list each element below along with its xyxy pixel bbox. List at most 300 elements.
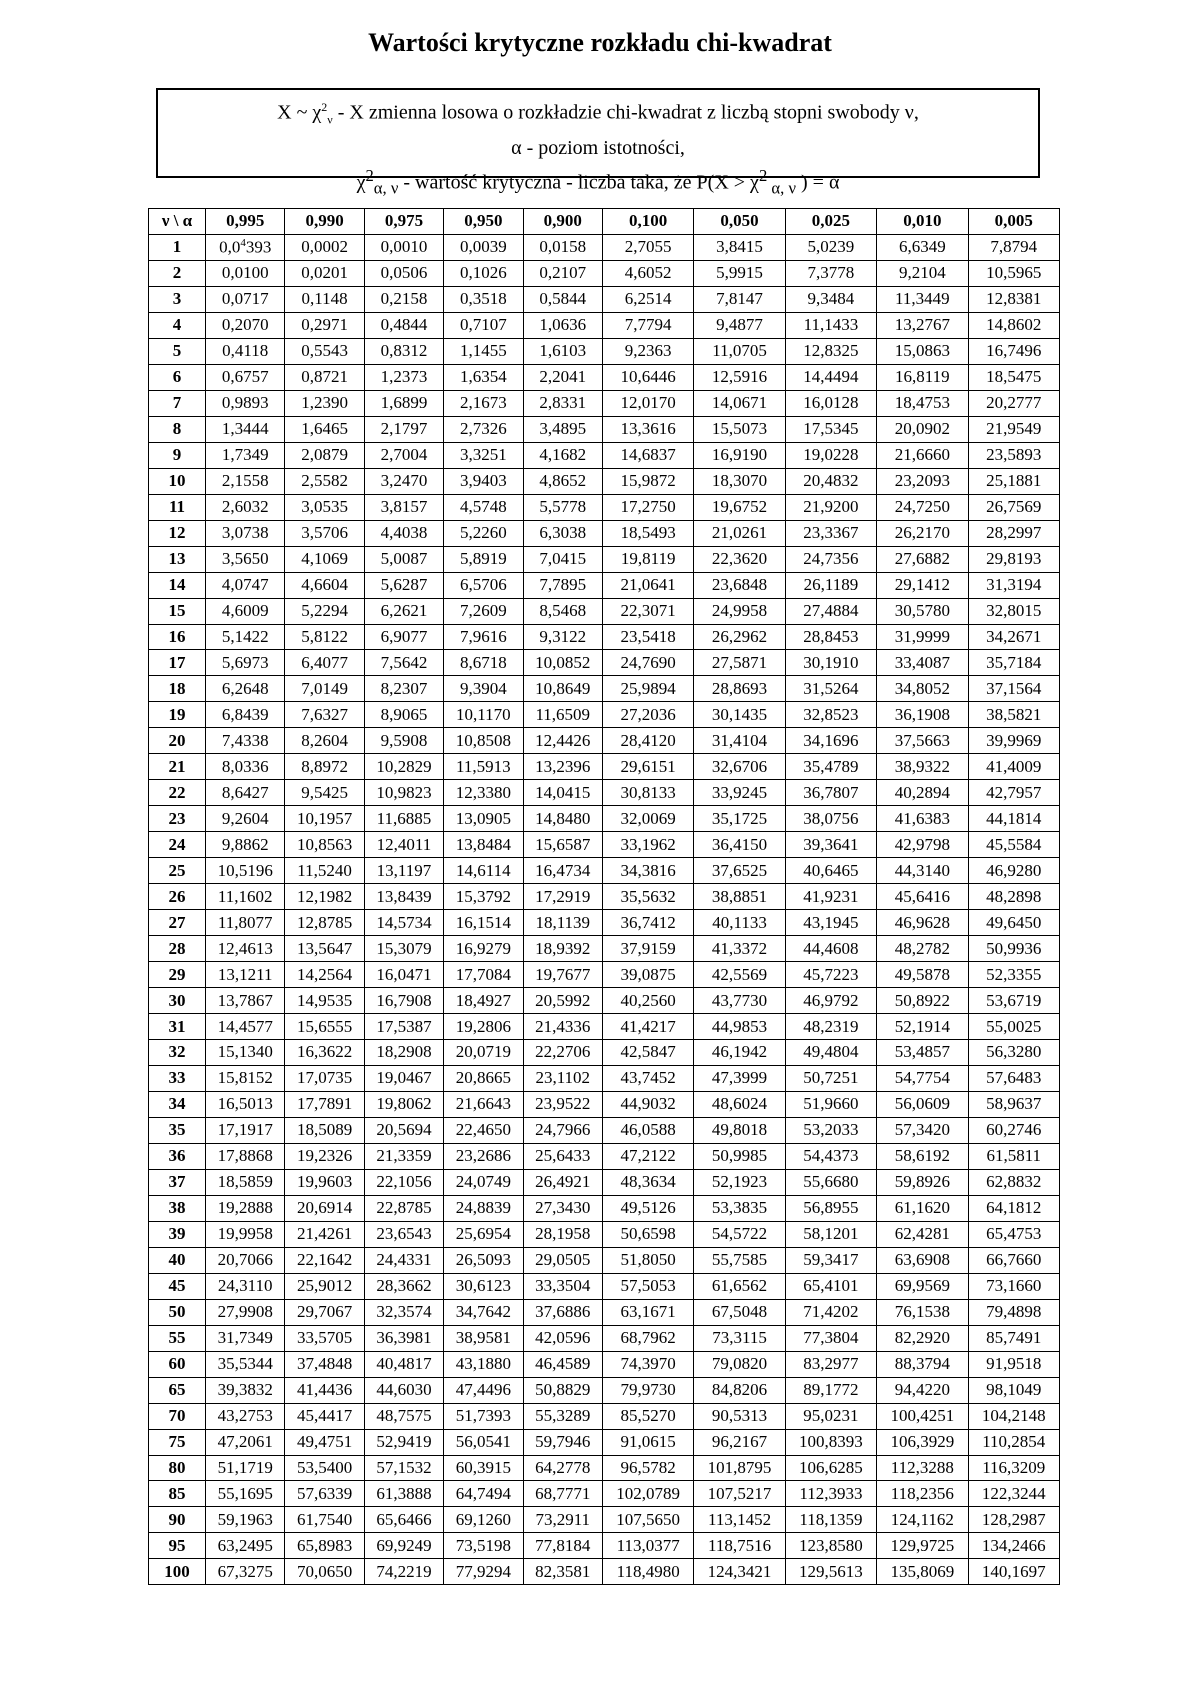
table-cell: 42,5569 (694, 962, 785, 988)
table-cell: 41,9231 (785, 884, 876, 910)
table-cell: 0,8721 (285, 364, 364, 390)
table-cell: 4,6009 (206, 598, 285, 624)
table-cell: 32,8523 (785, 702, 876, 728)
table-cell: 16,7496 (968, 338, 1059, 364)
table-cell: 35,7184 (968, 650, 1059, 676)
table-cell: 15,1340 (206, 1040, 285, 1066)
table-cell: 19,9603 (285, 1169, 364, 1195)
table-cell: 3,9403 (444, 468, 523, 494)
table-cell: 2,1797 (364, 416, 443, 442)
dof-cell: 7 (149, 390, 206, 416)
table-cell: 44,9853 (694, 1014, 785, 1040)
chi-symbol: χ (356, 171, 366, 194)
table-cell: 4,0747 (206, 572, 285, 598)
table-cell: 36,3981 (364, 1325, 443, 1351)
table-row (149, 494, 1060, 520)
table-cell: 43,2753 (206, 1403, 285, 1429)
table-cell: 55,6680 (785, 1169, 876, 1195)
dof-cell: 1 (149, 234, 206, 260)
table-cell: 33,9245 (694, 780, 785, 806)
table-cell: 20,7066 (206, 1247, 285, 1273)
table-cell: 7,2609 (444, 598, 523, 624)
table-cell: 63,1671 (602, 1299, 693, 1325)
table-cell: 7,0415 (523, 546, 602, 572)
table-cell: 57,5053 (602, 1273, 693, 1299)
table-cell: 0,3518 (444, 286, 523, 312)
table-cell: 38,5821 (968, 702, 1059, 728)
table-row (149, 676, 1060, 702)
cell-rest: 393 (245, 237, 272, 257)
table-row (149, 598, 1060, 624)
table-cell: 48,2898 (968, 884, 1059, 910)
table-cell: 15,6587 (523, 832, 602, 858)
dof-cell: 60 (149, 1351, 206, 1377)
table-cell: 18,1139 (523, 910, 602, 936)
table-cell: 9,5425 (285, 780, 364, 806)
table-cell: 42,5847 (602, 1040, 693, 1066)
table-cell: 51,9660 (785, 1091, 876, 1117)
table-cell: 8,5468 (523, 598, 602, 624)
table-cell: 13,5647 (285, 936, 364, 962)
table-cell: 8,9065 (364, 702, 443, 728)
table-cell: 15,3079 (364, 936, 443, 962)
table-row (149, 780, 1060, 806)
table-cell: 57,1532 (364, 1455, 443, 1481)
definition-text-3-end: ) = α (796, 171, 840, 194)
table-cell: 30,1435 (694, 702, 785, 728)
table-cell: 22,1056 (364, 1169, 443, 1195)
alpha-header: 0,900 (523, 209, 602, 235)
definition-line-1 (158, 93, 1038, 134)
table-cell: 118,4980 (602, 1559, 693, 1585)
table-cell: 43,1880 (444, 1351, 523, 1377)
table-cell: 4,1069 (285, 546, 364, 572)
table-cell: 25,6954 (444, 1221, 523, 1247)
table-cell: 40,6465 (785, 858, 876, 884)
table-cell: 124,3421 (694, 1559, 785, 1585)
dof-cell: 28 (149, 936, 206, 962)
table-cell: 0,2070 (206, 312, 285, 338)
table-cell: 14,6837 (602, 442, 693, 468)
table-row (149, 1014, 1060, 1040)
table-cell: 68,7771 (523, 1481, 602, 1507)
table-cell: 57,3420 (877, 1117, 968, 1143)
table-cell: 10,9823 (364, 780, 443, 806)
table-cell: 9,3122 (523, 624, 602, 650)
table-cell: 49,5878 (877, 962, 968, 988)
table-cell: 118,7516 (694, 1533, 785, 1559)
table-cell: 2,0879 (285, 442, 364, 468)
table-cell: 23,3367 (785, 520, 876, 546)
table-cell (206, 234, 285, 260)
dof-cell: 3 (149, 286, 206, 312)
table-cell: 1,6899 (364, 390, 443, 416)
table-cell: 10,5965 (968, 260, 1059, 286)
table-cell: 43,7452 (602, 1065, 693, 1091)
table-cell: 33,4087 (877, 650, 968, 676)
table-cell: 36,7807 (785, 780, 876, 806)
table-cell: 11,6885 (364, 806, 443, 832)
table-cell: 13,1197 (364, 858, 443, 884)
table-cell: 116,3209 (968, 1455, 1059, 1481)
table-cell: 25,6433 (523, 1143, 602, 1169)
table-cell: 14,4494 (785, 364, 876, 390)
table-cell: 11,5913 (444, 754, 523, 780)
table-cell: 102,0789 (602, 1481, 693, 1507)
table-cell: 15,3792 (444, 884, 523, 910)
table-row (149, 728, 1060, 754)
table-cell: 17,0735 (285, 1065, 364, 1091)
table-cell: 12,4613 (206, 936, 285, 962)
table-row (149, 572, 1060, 598)
table-cell: 112,3933 (785, 1481, 876, 1507)
table-cell: 39,0875 (602, 962, 693, 988)
table-cell: 56,0609 (877, 1091, 968, 1117)
table-row (149, 1091, 1060, 1117)
table-cell: 47,4496 (444, 1377, 523, 1403)
table-cell: 54,5722 (694, 1221, 785, 1247)
table-cell: 0,9893 (206, 390, 285, 416)
table-row (149, 936, 1060, 962)
table-cell: 49,4804 (785, 1040, 876, 1066)
table-row (149, 1325, 1060, 1351)
table-cell: 4,4038 (364, 520, 443, 546)
table-cell: 9,3484 (785, 286, 876, 312)
table-cell: 30,6123 (444, 1273, 523, 1299)
table-cell: 45,4417 (285, 1403, 364, 1429)
table-cell: 39,3641 (785, 832, 876, 858)
table-cell: 35,4789 (785, 754, 876, 780)
table-cell: 2,8331 (523, 390, 602, 416)
table-cell: 2,7004 (364, 442, 443, 468)
table-cell: 124,1162 (877, 1507, 968, 1533)
dof-cell: 11 (149, 494, 206, 520)
table-cell: 18,4927 (444, 988, 523, 1014)
table-cell: 13,1211 (206, 962, 285, 988)
dof-cell: 34 (149, 1091, 206, 1117)
table-cell: 58,6192 (877, 1143, 968, 1169)
table-cell: 67,5048 (694, 1299, 785, 1325)
table-cell: 10,8508 (444, 728, 523, 754)
table-cell: 50,6598 (602, 1221, 693, 1247)
table-cell: 18,5089 (285, 1117, 364, 1143)
table-cell: 18,5475 (968, 364, 1059, 390)
table-cell: 37,5663 (877, 728, 968, 754)
table-cell: 100,8393 (785, 1429, 876, 1455)
table-cell: 0,0158 (523, 234, 602, 260)
table-cell: 23,2093 (877, 468, 968, 494)
table-cell: 14,0671 (694, 390, 785, 416)
table-cell: 7,7895 (523, 572, 602, 598)
table-cell: 0,2971 (285, 312, 364, 338)
alpha-header: 0,010 (877, 209, 968, 235)
table-cell: 16,0471 (364, 962, 443, 988)
table-cell: 110,2854 (968, 1429, 1059, 1455)
table-row (149, 1143, 1060, 1169)
table-cell: 14,8602 (968, 312, 1059, 338)
table-cell: 18,3070 (694, 468, 785, 494)
table-cell: 59,7946 (523, 1429, 602, 1455)
table-cell: 5,5778 (523, 494, 602, 520)
table-cell: 85,7491 (968, 1325, 1059, 1351)
table-cell: 140,1697 (968, 1559, 1059, 1585)
table-cell: 17,7084 (444, 962, 523, 988)
table-cell: 32,6706 (694, 754, 785, 780)
table-cell: 58,1201 (785, 1221, 876, 1247)
table-cell: 52,1923 (694, 1169, 785, 1195)
dof-cell: 20 (149, 728, 206, 754)
table-cell: 29,8193 (968, 546, 1059, 572)
table-cell: 17,2750 (602, 494, 693, 520)
table-cell: 69,9249 (364, 1533, 443, 1559)
table-cell: 82,2920 (877, 1325, 968, 1351)
table-cell: 13,0905 (444, 806, 523, 832)
table-cell: 17,5345 (785, 416, 876, 442)
table-cell: 79,0820 (694, 1351, 785, 1377)
table-row (149, 260, 1060, 286)
table-cell: 33,1962 (602, 832, 693, 858)
alpha-header: 0,950 (444, 209, 523, 235)
dof-cell: 25 (149, 858, 206, 884)
table-cell: 3,8415 (694, 234, 785, 260)
table-cell: 51,1719 (206, 1455, 285, 1481)
table-cell: 61,5811 (968, 1143, 1059, 1169)
table-cell: 61,6562 (694, 1273, 785, 1299)
table-cell: 31,5264 (785, 676, 876, 702)
dof-cell: 27 (149, 910, 206, 936)
table-cell: 15,5073 (694, 416, 785, 442)
table-cell: 11,8077 (206, 910, 285, 936)
table-cell: 53,4857 (877, 1040, 968, 1066)
table-row (149, 1221, 1060, 1247)
cell-exponent: 4 (240, 237, 246, 250)
table-row (149, 1117, 1060, 1143)
table-cell: 27,2036 (602, 702, 693, 728)
dof-cell: 18 (149, 676, 206, 702)
table-cell: 10,1170 (444, 702, 523, 728)
definition-line-2: α - poziom istotności, (511, 136, 685, 159)
table-cell: 2,5582 (285, 468, 364, 494)
table-header-row (149, 209, 1060, 235)
table-cell: 44,1814 (968, 806, 1059, 832)
table-cell: 35,5344 (206, 1351, 285, 1377)
table-cell: 6,8439 (206, 702, 285, 728)
table-cell: 69,9569 (877, 1273, 968, 1299)
table-cell: 59,8926 (877, 1169, 968, 1195)
table-cell: 29,0505 (523, 1247, 602, 1273)
table-cell: 44,3140 (877, 858, 968, 884)
table-cell: 89,1772 (785, 1377, 876, 1403)
table-cell: 38,9322 (877, 754, 968, 780)
table-cell: 49,8018 (694, 1117, 785, 1143)
table-cell: 22,3620 (694, 546, 785, 572)
table-cell: 32,3574 (364, 1299, 443, 1325)
table-cell: 60,2746 (968, 1117, 1059, 1143)
table-cell: 59,1963 (206, 1507, 285, 1533)
table-cell: 27,6882 (877, 546, 968, 572)
table-cell: 12,8325 (785, 338, 876, 364)
table-cell: 44,4608 (785, 936, 876, 962)
table-cell: 21,4336 (523, 1014, 602, 1040)
table-cell: 1,0636 (523, 312, 602, 338)
dof-cell: 39 (149, 1221, 206, 1247)
table-cell: 8,2307 (364, 676, 443, 702)
table-cell: 36,4150 (694, 832, 785, 858)
table-cell: 95,0231 (785, 1403, 876, 1429)
table-cell: 4,1682 (523, 442, 602, 468)
table-cell: 6,2648 (206, 676, 285, 702)
table-cell: 3,0738 (206, 520, 285, 546)
dof-cell: 37 (149, 1169, 206, 1195)
table-cell: 5,8919 (444, 546, 523, 572)
table-cell: 50,9936 (968, 936, 1059, 962)
table-cell: 77,3804 (785, 1325, 876, 1351)
table-cell: 15,8152 (206, 1065, 285, 1091)
table-cell: 34,3816 (602, 858, 693, 884)
table-cell: 5,6973 (206, 650, 285, 676)
table-cell: 7,4338 (206, 728, 285, 754)
table-cell: 48,6024 (694, 1091, 785, 1117)
table-cell: 57,6483 (968, 1065, 1059, 1091)
table-cell: 21,0261 (694, 520, 785, 546)
table-cell: 4,5748 (444, 494, 523, 520)
table-cell: 60,3915 (444, 1455, 523, 1481)
table-cell: 42,7957 (968, 780, 1059, 806)
table-cell: 3,8157 (364, 494, 443, 520)
table-cell: 19,0228 (785, 442, 876, 468)
table-cell: 36,7412 (602, 910, 693, 936)
table-cell: 123,8580 (785, 1533, 876, 1559)
table-cell: 50,8829 (523, 1377, 602, 1403)
table-cell: 36,1908 (877, 702, 968, 728)
table-cell: 40,2894 (877, 780, 968, 806)
table-cell: 32,0069 (602, 806, 693, 832)
table-cell: 28,3662 (364, 1273, 443, 1299)
table-row (149, 650, 1060, 676)
table-cell: 73,2911 (523, 1507, 602, 1533)
table-cell: 37,9159 (602, 936, 693, 962)
table-cell: 20,8665 (444, 1065, 523, 1091)
table-cell: 23,9522 (523, 1091, 602, 1117)
table-cell: 2,6032 (206, 494, 285, 520)
table-cell: 23,5893 (968, 442, 1059, 468)
alpha-header: 0,990 (285, 209, 364, 235)
table-cell: 68,7962 (602, 1325, 693, 1351)
table-cell: 15,9872 (602, 468, 693, 494)
table-cell: 6,6349 (877, 234, 968, 260)
table-cell: 19,9958 (206, 1221, 285, 1247)
dof-cell: 6 (149, 364, 206, 390)
alpha-header: 0,995 (206, 209, 285, 235)
table-cell: 22,8785 (364, 1195, 443, 1221)
table-cell: 70,0650 (285, 1559, 364, 1585)
table-cell: 31,3194 (968, 572, 1059, 598)
table-row (149, 390, 1060, 416)
table-cell: 39,3832 (206, 1377, 285, 1403)
table-cell: 73,3115 (694, 1325, 785, 1351)
table-cell: 2,7326 (444, 416, 523, 442)
table-cell: 1,2390 (285, 390, 364, 416)
table-cell: 15,0863 (877, 338, 968, 364)
table-cell: 8,2604 (285, 728, 364, 754)
table-cell: 54,4373 (785, 1143, 876, 1169)
table-cell: 11,1433 (785, 312, 876, 338)
table-cell: 7,0149 (285, 676, 364, 702)
table-cell: 19,8119 (602, 546, 693, 572)
table-row (149, 1455, 1060, 1481)
table-cell: 0,0717 (206, 286, 285, 312)
table-cell: 17,5387 (364, 1014, 443, 1040)
table-cell: 26,7569 (968, 494, 1059, 520)
table-cell: 37,6525 (694, 858, 785, 884)
table-cell: 23,1102 (523, 1065, 602, 1091)
table-cell: 55,7585 (694, 1247, 785, 1273)
table-cell: 67,3275 (206, 1559, 285, 1585)
table-cell: 94,4220 (877, 1377, 968, 1403)
table-cell: 63,2495 (206, 1533, 285, 1559)
table-cell: 24,7966 (523, 1117, 602, 1143)
table-row (149, 1065, 1060, 1091)
table-cell: 19,0467 (364, 1065, 443, 1091)
dof-cell: 23 (149, 806, 206, 832)
table-cell: 10,8649 (523, 676, 602, 702)
table-cell: 47,2122 (602, 1143, 693, 1169)
table-cell: 6,3038 (523, 520, 602, 546)
table-cell: 10,6446 (602, 364, 693, 390)
table-cell: 28,4120 (602, 728, 693, 754)
table-cell: 26,5093 (444, 1247, 523, 1273)
table-cell: 10,1957 (285, 806, 364, 832)
table-cell: 0,0010 (364, 234, 443, 260)
table-cell: 48,3634 (602, 1169, 693, 1195)
table-cell: 55,1695 (206, 1481, 285, 1507)
table-cell: 3,5706 (285, 520, 364, 546)
table-cell: 2,1558 (206, 468, 285, 494)
table-cell: 14,0415 (523, 780, 602, 806)
dof-cell: 31 (149, 1014, 206, 1040)
table-cell: 40,2560 (602, 988, 693, 1014)
table-cell: 65,8983 (285, 1533, 364, 1559)
definition-line-3 (158, 162, 1038, 203)
table-cell: 11,0705 (694, 338, 785, 364)
table-cell: 16,9190 (694, 442, 785, 468)
table-cell: 106,6285 (785, 1455, 876, 1481)
table-cell: 13,8439 (364, 884, 443, 910)
table-cell: 59,3417 (785, 1247, 876, 1273)
table-cell: 73,1660 (968, 1273, 1059, 1299)
table-cell: 7,5642 (364, 650, 443, 676)
dof-cell: 19 (149, 702, 206, 728)
table-cell: 45,7223 (785, 962, 876, 988)
table-cell: 20,0719 (444, 1040, 523, 1066)
table-cell: 22,1642 (285, 1247, 364, 1273)
table-cell: 17,7891 (285, 1091, 364, 1117)
table-cell: 18,5859 (206, 1169, 285, 1195)
table-cell: 5,0239 (785, 234, 876, 260)
chi-subscript: α, ν (373, 178, 399, 198)
table-cell: 41,6383 (877, 806, 968, 832)
table-cell: 37,4848 (285, 1351, 364, 1377)
table-row (149, 624, 1060, 650)
table-cell: 5,1422 (206, 624, 285, 650)
table-cell: 28,1958 (523, 1221, 602, 1247)
dof-cell: 95 (149, 1533, 206, 1559)
table-cell: 24,3110 (206, 1273, 285, 1299)
table-cell: 0,6757 (206, 364, 285, 390)
table-cell: 96,2167 (694, 1429, 785, 1455)
table-cell: 38,9581 (444, 1325, 523, 1351)
table-cell: 19,2888 (206, 1195, 285, 1221)
